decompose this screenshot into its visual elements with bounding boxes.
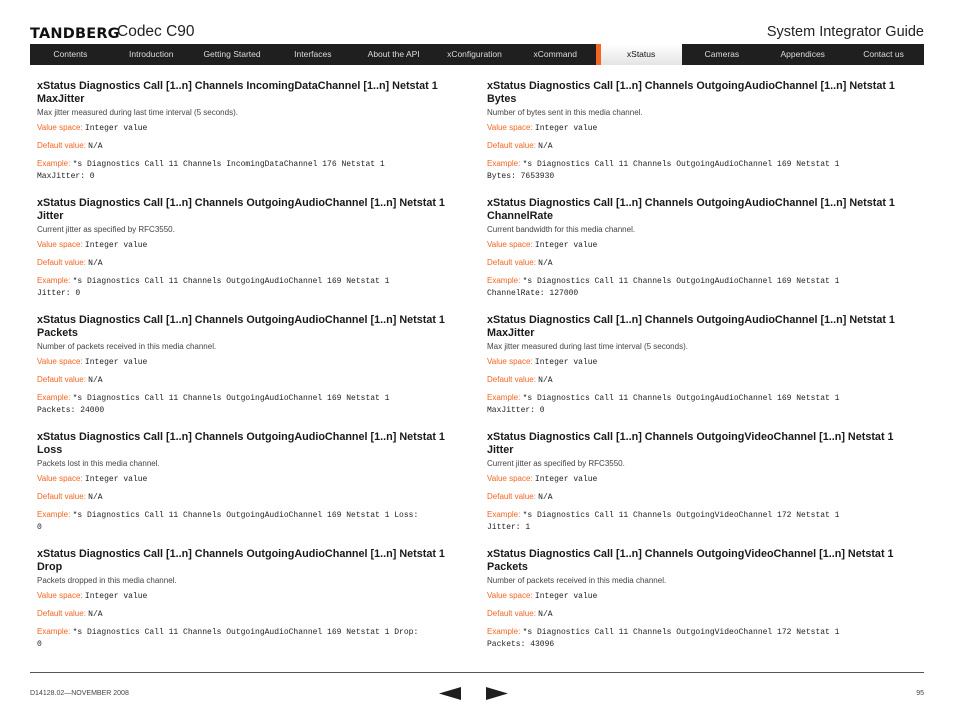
left-column: [37, 80, 469, 665]
page-header: [30, 22, 924, 44]
value-space: Integer value: [534, 124, 598, 133]
entry-title: xStatus Diagnostics Call [1..n] Channels OutgoingAudioChannel [1..n] Netstat 1 Packets: [37, 314, 445, 339]
default-value: N/A: [88, 142, 103, 151]
entry-title: xStatus Diagnostics Call [1..n] Channels OutgoingAudioChannel [1..n] Netstat 1 Loss: [37, 431, 445, 456]
page-number: 95: [916, 690, 924, 697]
default-value-label: Default value:: [37, 141, 86, 150]
default-value-label: Default value:: [487, 141, 536, 150]
entry-description: Packets dropped in this media channel.: [37, 576, 177, 585]
tab-cameras[interactable]: Cameras: [704, 49, 740, 59]
entry-title: xStatus Diagnostics Call [1..n] Channels OutgoingAudioChannel [1..n] Netstat 1 Drop: [37, 548, 445, 573]
entry-title: xStatus Diagnostics Call [1..n] Channels OutgoingAudioChannel [1..n] Netstat 1 MaxJitter: [487, 314, 895, 339]
value-space: Integer value: [84, 241, 148, 250]
entry-description: Max jitter measured during last time interval (5 seconds).: [487, 342, 688, 351]
example-label: Example:: [37, 393, 71, 402]
default-value-label: Default value:: [487, 258, 536, 267]
status-entry: [37, 548, 469, 650]
tab-contents[interactable]: Contents: [53, 49, 88, 59]
footer-divider: [30, 672, 924, 673]
default-value: N/A: [88, 259, 103, 268]
entry-title: xStatus Diagnostics Call [1..n] Channels OutgoingAudioChannel [1..n] Netstat 1 ChannelRate: [487, 197, 895, 222]
example-code: *s Diagnostics Call 11 Channels OutgoingAudioChannel 169 Netstat 1 Loss: 0: [37, 511, 419, 532]
default-value: N/A: [538, 493, 553, 502]
value-space-label: Value space:: [487, 240, 533, 249]
status-entry: [487, 314, 919, 416]
entry-description: Current jitter as specified by RFC3550.: [487, 459, 625, 468]
example-label: Example:: [37, 276, 71, 285]
tab-xstatus[interactable]: xStatus: [596, 44, 682, 65]
example-label: Example:: [37, 510, 71, 519]
status-entry: [37, 80, 469, 182]
tab-contact-us[interactable]: Contact us: [863, 49, 904, 59]
value-space-label: Value space:: [487, 591, 533, 600]
status-entry: [487, 548, 919, 650]
default-value: N/A: [88, 376, 103, 385]
value-space: Integer value: [84, 592, 148, 601]
tab-getting-started[interactable]: Getting Started: [203, 49, 261, 59]
tab-xconfiguration[interactable]: xConfiguration: [447, 49, 502, 59]
value-space-label: Value space:: [487, 357, 533, 366]
entry-title: xStatus Diagnostics Call [1..n] Channels OutgoingVideoChannel [1..n] Netstat 1 Jitter: [487, 431, 894, 456]
entry-description: Packets lost in this media channel.: [37, 459, 160, 468]
document-id: D14128.02—NOVEMBER 2008: [30, 690, 129, 697]
value-space: Integer value: [534, 358, 598, 367]
default-value-label: Default value:: [37, 492, 86, 501]
entry-description: Number of packets received in this media channel.: [487, 576, 667, 585]
tab-interfaces[interactable]: Interfaces: [294, 49, 332, 59]
brand-logo: TANDBERG: [30, 26, 120, 42]
example-label: Example:: [487, 510, 521, 519]
guide-title: System Integrator Guide: [766, 24, 924, 40]
status-entry: [37, 431, 469, 533]
default-value: N/A: [88, 610, 103, 619]
tab-xcommand[interactable]: xCommand: [533, 49, 578, 59]
default-value: N/A: [88, 493, 103, 502]
next-page-arrow-icon[interactable]: [486, 687, 508, 700]
value-space-label: Value space:: [37, 240, 83, 249]
example-label: Example:: [37, 627, 71, 636]
default-value-label: Default value:: [37, 609, 86, 618]
tab-about-the-api[interactable]: About the API: [367, 49, 420, 59]
value-space-label: Value space:: [37, 123, 83, 132]
value-space: Integer value: [84, 358, 148, 367]
example-code: *s Diagnostics Call 11 Channels OutgoingAudioChannel 169 Netstat 1 ChannelRate: 127000: [487, 277, 840, 298]
status-entry: [487, 431, 919, 533]
example-label: Example:: [487, 393, 521, 402]
entry-description: Current jitter as specified by RFC3550.: [37, 225, 175, 234]
entry-title: xStatus Diagnostics Call [1..n] Channels OutgoingAudioChannel [1..n] Netstat 1 Jitter: [37, 197, 445, 222]
example-code: *s Diagnostics Call 11 Channels IncomingDataChannel 176 Netstat 1 MaxJitter: 0: [37, 160, 385, 181]
tab-introduction[interactable]: Introduction: [129, 49, 174, 59]
default-value: N/A: [538, 610, 553, 619]
example-code: *s Diagnostics Call 11 Channels OutgoingAudioChannel 169 Netstat 1 MaxJitter: 0: [487, 394, 840, 415]
previous-page-arrow-icon[interactable]: [439, 687, 461, 700]
example-code: *s Diagnostics Call 11 Channels OutgoingAudioChannel 169 Netstat 1 Packets: 24000: [37, 394, 390, 415]
example-label: Example:: [487, 627, 521, 636]
entry-description: Max jitter measured during last time interval (5 seconds).: [37, 108, 238, 117]
value-space-label: Value space:: [487, 123, 533, 132]
default-value-label: Default value:: [487, 375, 536, 384]
default-value-label: Default value:: [487, 609, 536, 618]
nav-bar: [30, 44, 924, 65]
entry-title: xStatus Diagnostics Call [1..n] Channels OutgoingAudioChannel [1..n] Netstat 1 Bytes: [487, 80, 895, 105]
entry-description: Number of bytes sent in this media channel.: [487, 108, 643, 117]
product-name: Codec C90: [117, 23, 195, 40]
example-code: *s Diagnostics Call 11 Channels OutgoingAudioChannel 169 Netstat 1 Bytes: 7653930: [487, 160, 840, 181]
example-code: *s Diagnostics Call 11 Channels OutgoingVideoChannel 172 Netstat 1 Packets: 43096: [487, 628, 840, 649]
value-space-label: Value space:: [37, 474, 83, 483]
status-entry: [487, 80, 919, 182]
value-space: Integer value: [84, 475, 148, 484]
example-code: *s Diagnostics Call 11 Channels OutgoingVideoChannel 172 Netstat 1 Jitter: 1: [487, 511, 840, 532]
value-space: Integer value: [84, 124, 148, 133]
example-label: Example:: [37, 159, 71, 168]
status-entry: [37, 314, 469, 416]
example-code: *s Diagnostics Call 11 Channels OutgoingAudioChannel 169 Netstat 1 Drop: 0: [37, 628, 419, 649]
default-value-label: Default value:: [37, 375, 86, 384]
example-label: Example:: [487, 159, 521, 168]
default-value-label: Default value:: [37, 258, 86, 267]
value-space-label: Value space:: [37, 357, 83, 366]
example-label: Example:: [487, 276, 521, 285]
value-space: Integer value: [534, 592, 598, 601]
value-space-label: Value space:: [487, 474, 533, 483]
entry-description: Number of packets received in this media channel.: [37, 342, 217, 351]
default-value: N/A: [538, 259, 553, 268]
default-value: N/A: [538, 376, 553, 385]
status-entry: [37, 197, 469, 299]
entry-title: xStatus Diagnostics Call [1..n] Channels IncomingDataChannel [1..n] Netstat 1 MaxJitter: [37, 80, 438, 105]
right-column: [487, 80, 919, 665]
example-code: *s Diagnostics Call 11 Channels OutgoingAudioChannel 169 Netstat 1 Jitter: 0: [37, 277, 390, 298]
entry-title: xStatus Diagnostics Call [1..n] Channels OutgoingVideoChannel [1..n] Netstat 1 Packets: [487, 548, 894, 573]
value-space: Integer value: [534, 475, 598, 484]
default-value: N/A: [538, 142, 553, 151]
status-entry: [487, 197, 919, 299]
value-space: Integer value: [534, 241, 598, 250]
default-value-label: Default value:: [487, 492, 536, 501]
tab-appendices[interactable]: Appendices: [780, 49, 825, 59]
value-space-label: Value space:: [37, 591, 83, 600]
entry-description: Current bandwidth for this media channel.: [487, 225, 636, 234]
